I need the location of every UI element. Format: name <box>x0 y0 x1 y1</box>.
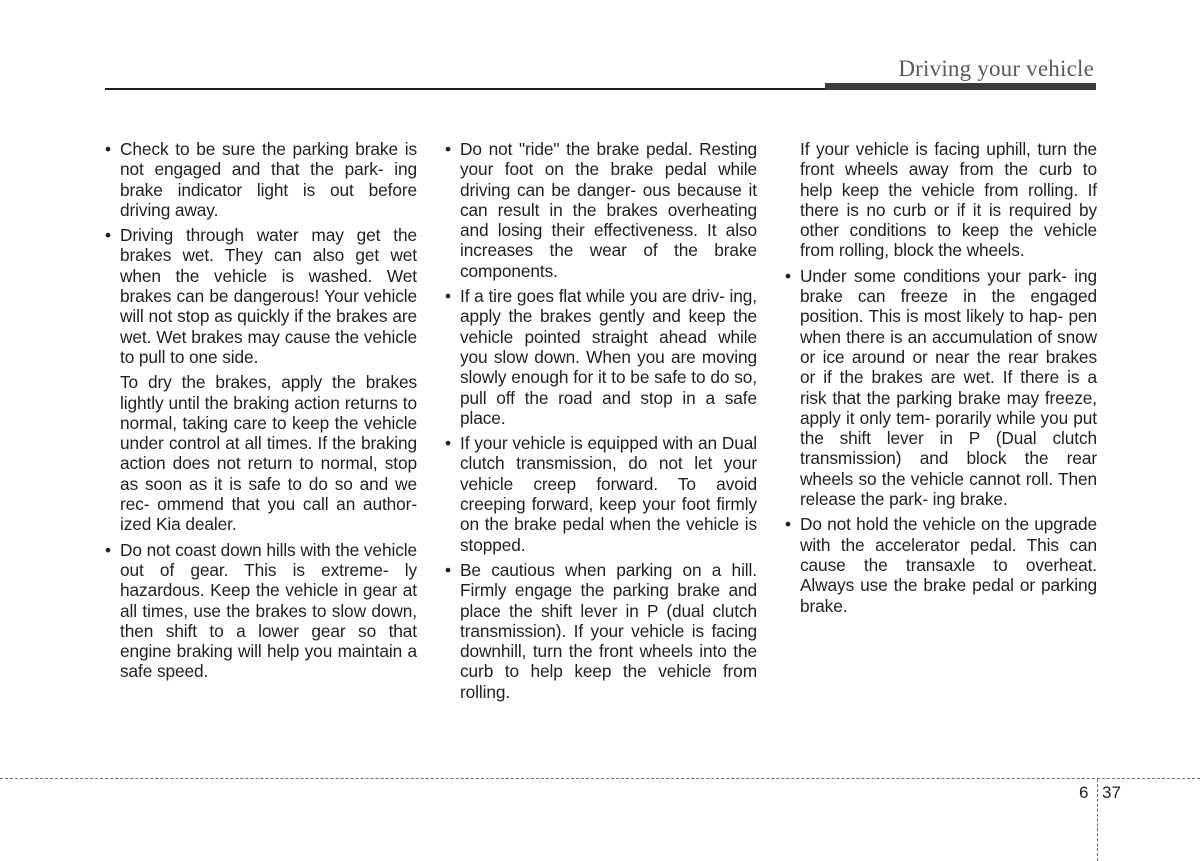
chapter-number: 6 <box>1079 783 1089 802</box>
bullet-item: • If your vehicle is equipped with an Dual clutch transmission, do not let your vehicle creep forward. To avoid creeping forward, keep your foot firmly on the brake pedal when the vehicle is stopped. <box>444 433 757 555</box>
bullet-item: • Do not hold the vehicle on the upgrade with the accelerator pedal. This can cause the transaxle to overheat. Always use the brake pedal or parking brake. <box>784 514 1097 615</box>
bullet-item: • Be cautious when parking on a hill. Firmly engage the parking brake and place the shift lever in P (dual clutch transmission). If your vehicle is facing downhill, turn the front wheels into the curb to help keep the vehicle from rolling. <box>444 560 757 702</box>
page-number: 37 <box>1102 783 1121 802</box>
header-rule <box>105 88 825 90</box>
bullet-item: • Under some conditions your park- ing brake can freeze in the engaged position. This is most likely to hap- pen when there is an accumulation of snow or ice around or near the rear brakes or if the brakes are wet. If there is a risk that the parking brake may freeze, apply it only tem- porarily while you put the shift lever in P (Dual clutch transmission) and block the rear wheels so the vehicle cannot roll. Then release the park- ing brake. <box>784 266 1097 510</box>
bullet-item: • If a tire goes flat while you are driv- ing, apply the brakes gently and keep the vehicle pointed straight ahead while you slow down. When you are moving slowly enough for it to be safe to do so, pull off the road and stop in a safe place. <box>444 286 757 428</box>
bullet-item: • Do not coast down hills with the vehicle out of gear. This is extreme- ly hazardous. Keep the vehicle in gear at all times, use the brakes to slow down, then shift to a lower gear so that engine braking will help you maintain a safe speed. <box>104 540 417 682</box>
text-column-2 <box>444 139 757 707</box>
text-column-3 <box>784 139 1097 621</box>
continuation-paragraph: To dry the brakes, apply the brakes lightly until the braking action returns to normal, taking care to keep the vehicle under control at all times. If the braking action does not return to normal, stop as soon as it is safe to do so and we rec- ommend that you call an author- ized Kia dealer. <box>120 372 417 535</box>
continuation-paragraph: If your vehicle is facing uphill, turn the front wheels away from the curb to help keep the vehicle from rolling. If there is no curb or if it is required by other conditions to keep the vehicle from rolling, block the wheels. <box>800 139 1097 261</box>
text-column-1 <box>104 139 417 687</box>
footer-divider <box>1097 779 1098 861</box>
bullet-item: • Do not "ride" the brake pedal. Resting your foot on the brake pedal while driving can be danger- ous because it can result in the brakes overheating and losing their effectiveness. It also increases the wear of the brake components. <box>444 139 757 281</box>
header-rule-accent <box>825 83 1096 90</box>
bullet-item: • Driving through water may get the brakes wet. They can also get wet when the vehicle is washed. Wet brakes can be dangerous! Your vehicle will not stop as quickly if the brakes are wet. Wet brakes may cause the vehicle to pull to one side. <box>104 225 417 367</box>
bullet-item: • Check to be sure the parking brake is not engaged and that the park- ing brake indicator light is out before driving away. <box>104 139 417 220</box>
section-title: Driving your vehicle <box>898 56 1094 81</box>
footer-rule <box>0 778 1200 779</box>
